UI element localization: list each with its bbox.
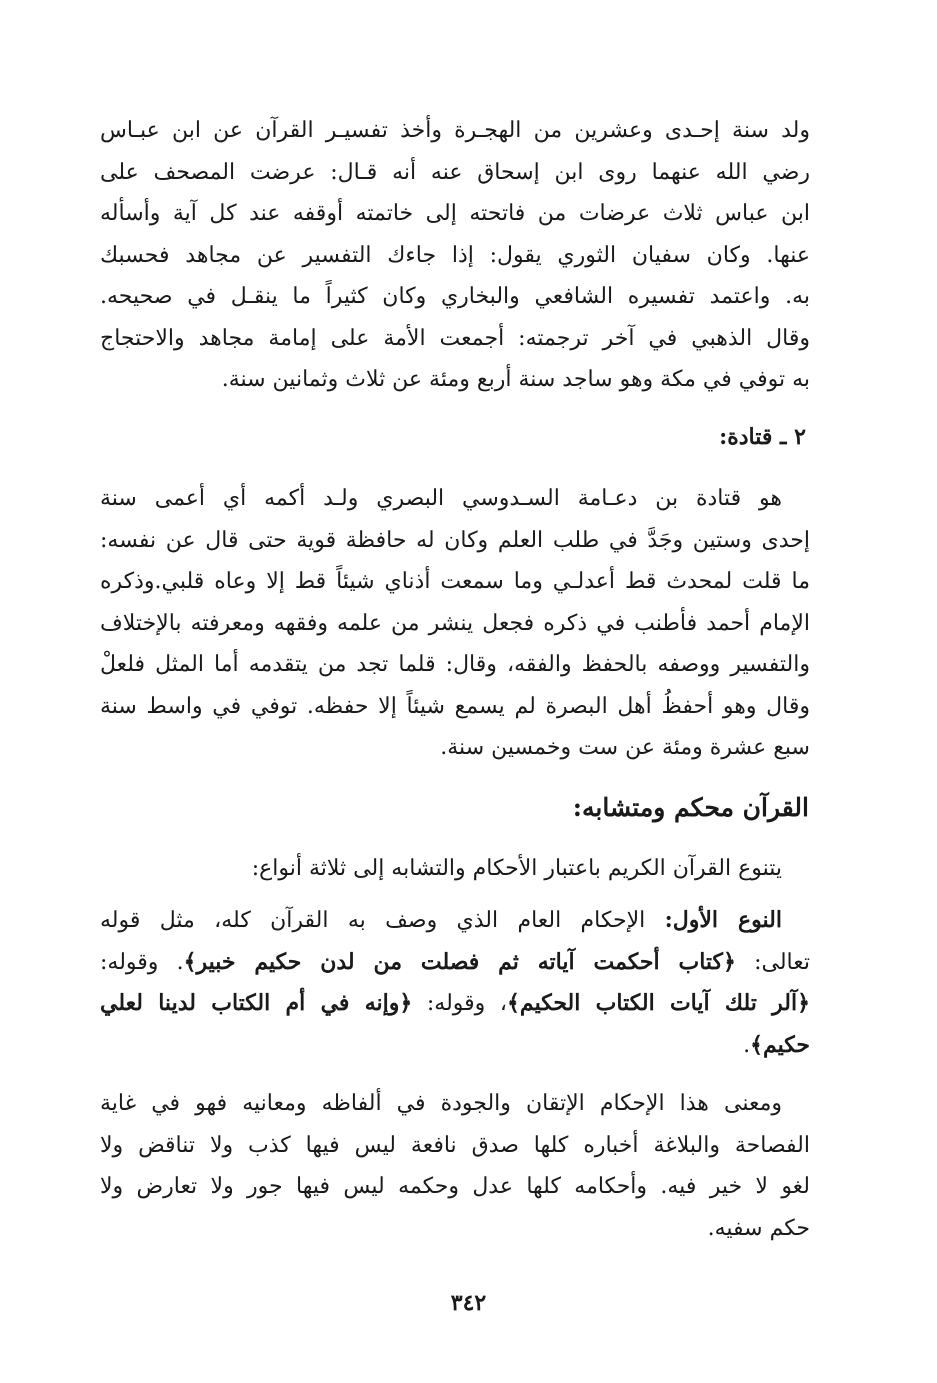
- text-line: يتنوع القرآن الكريم باعتبار الأحكام والتشابه إلى ثلاثة أنواع:: [251, 856, 782, 881]
- page-number: ٣٤٢: [450, 1290, 487, 1316]
- text-line: عنها. وكان سفيان الثوري يقول: إذا جاءك التفسير عن مجاهد فحسبك: [100, 242, 810, 268]
- paragraph-meaning: [100, 1083, 810, 1249]
- text-line: ومعنى هذا الإحكام الإتقان والجودة في ألفاظه ومعانيه فهو في غاية: [100, 1091, 782, 1116]
- text-line: حكم سفيه.: [707, 1215, 810, 1241]
- text-line: سبع عشرة ومئة عن ست وخمسين سنة.: [440, 735, 810, 760]
- text-line: به. واعتمد تفسيره الشافعي والبخاري وكان كثيراً ما ينقـل في صحيحه.: [100, 284, 810, 309]
- type-one-text: الإحكام العام الذي وصف به القرآن كله، مثل قوله: [100, 908, 646, 933]
- quran-quote: ﴿آلر تلك آيات الكتاب الحكيم﴾: [507, 990, 810, 1016]
- type-one-end: .: [743, 1032, 751, 1058]
- type-one-suffix: . وقوله:: [100, 949, 184, 975]
- type-one-prefix: تعالى:: [754, 949, 810, 975]
- text-line: به توفي في مكة وهو ساجد سنة أربع ومئة عن ثلاث وثمانين سنة.: [221, 367, 810, 392]
- text-line: إحدى وستين وجَدَّ في طلب العلم وكان له حافظة قوية حتى قال عن نفسه:: [100, 527, 810, 553]
- intro-paragraph: [100, 848, 810, 890]
- quran-quote: ﴿كتاب أحكمت آياته ثم فصلت من لدن حكيم خبير﴾: [183, 948, 736, 975]
- text-line: [100, 1025, 810, 1067]
- text-line: [100, 942, 810, 984]
- heading-qatada: ٢ ـ قتادة:: [719, 424, 806, 450]
- text-line: ولد سنة إحـدى وعشرين من الهجـرة وأخذ تفسيـر القرآن عن ابن عبـاس: [100, 118, 810, 143]
- section-title: القرآن محكم ومتشابه:: [572, 793, 809, 822]
- text-line: ما قلت لمحدث قط أعدلـي وما سمعت أذناي شيئاً قط إلا وعاه قلبي.وذكره: [100, 569, 810, 594]
- text-line: رضي الله عنهما روى ابن إسحاق عنه أنه قـال: عرضت المصحف على: [100, 159, 810, 185]
- paragraph-type-one: [100, 900, 810, 1066]
- quran-quote: حكيم﴾: [750, 1031, 810, 1058]
- text-line: هو قتادة بن دعـامة السـدوسي البصري ولـد أكمه أي أعمى سنة: [100, 486, 782, 511]
- text-line: [100, 983, 810, 1025]
- text-line: وقال الذهبي في آخر ترجمته: أجمعت الأمة على إمامة مجاهد والاحتجاج: [100, 325, 810, 351]
- quran-quote: ﴿وإنه في أم الكتاب لدينا لعلي: [100, 990, 413, 1016]
- text-line: وقال وهو أحفظُ أهل البصرة لم يسمع شيئاً إلا حفظه. توفي في واسط سنة: [100, 693, 810, 719]
- text-line: لغو لا خير فيه. وأحكامه كلها عدل وحكمه ليس فيها جور ولا تعارض ولا: [100, 1174, 810, 1199]
- text-line: الإمام أحمد فأطنب في ذكره فجعل ينشر من علمه وفقهه ومعرفته بالإختلاف: [100, 610, 810, 636]
- text-line: ابن عباس ثلاث عرضات من فاتحته إلى خاتمته أوقفه عند كل آية وأسأله: [100, 201, 810, 226]
- text-line: [100, 900, 810, 942]
- paragraph-mujahid: [100, 110, 810, 401]
- text-line: والتفسير ووصفه بالحفظ والفقه، وقال: قلما تجد من يتقدمه أما المثل فلعلْ: [100, 652, 810, 677]
- text-line: الفصاحة والبلاغة أخباره كلها صدق نافعة ليس فيها كذب ولا تناقض ولا: [100, 1132, 810, 1158]
- type-one-mid: ، وقوله:: [426, 991, 508, 1016]
- paragraph-qatada: [100, 478, 810, 769]
- type-one-label: النوع الأول:: [664, 907, 783, 933]
